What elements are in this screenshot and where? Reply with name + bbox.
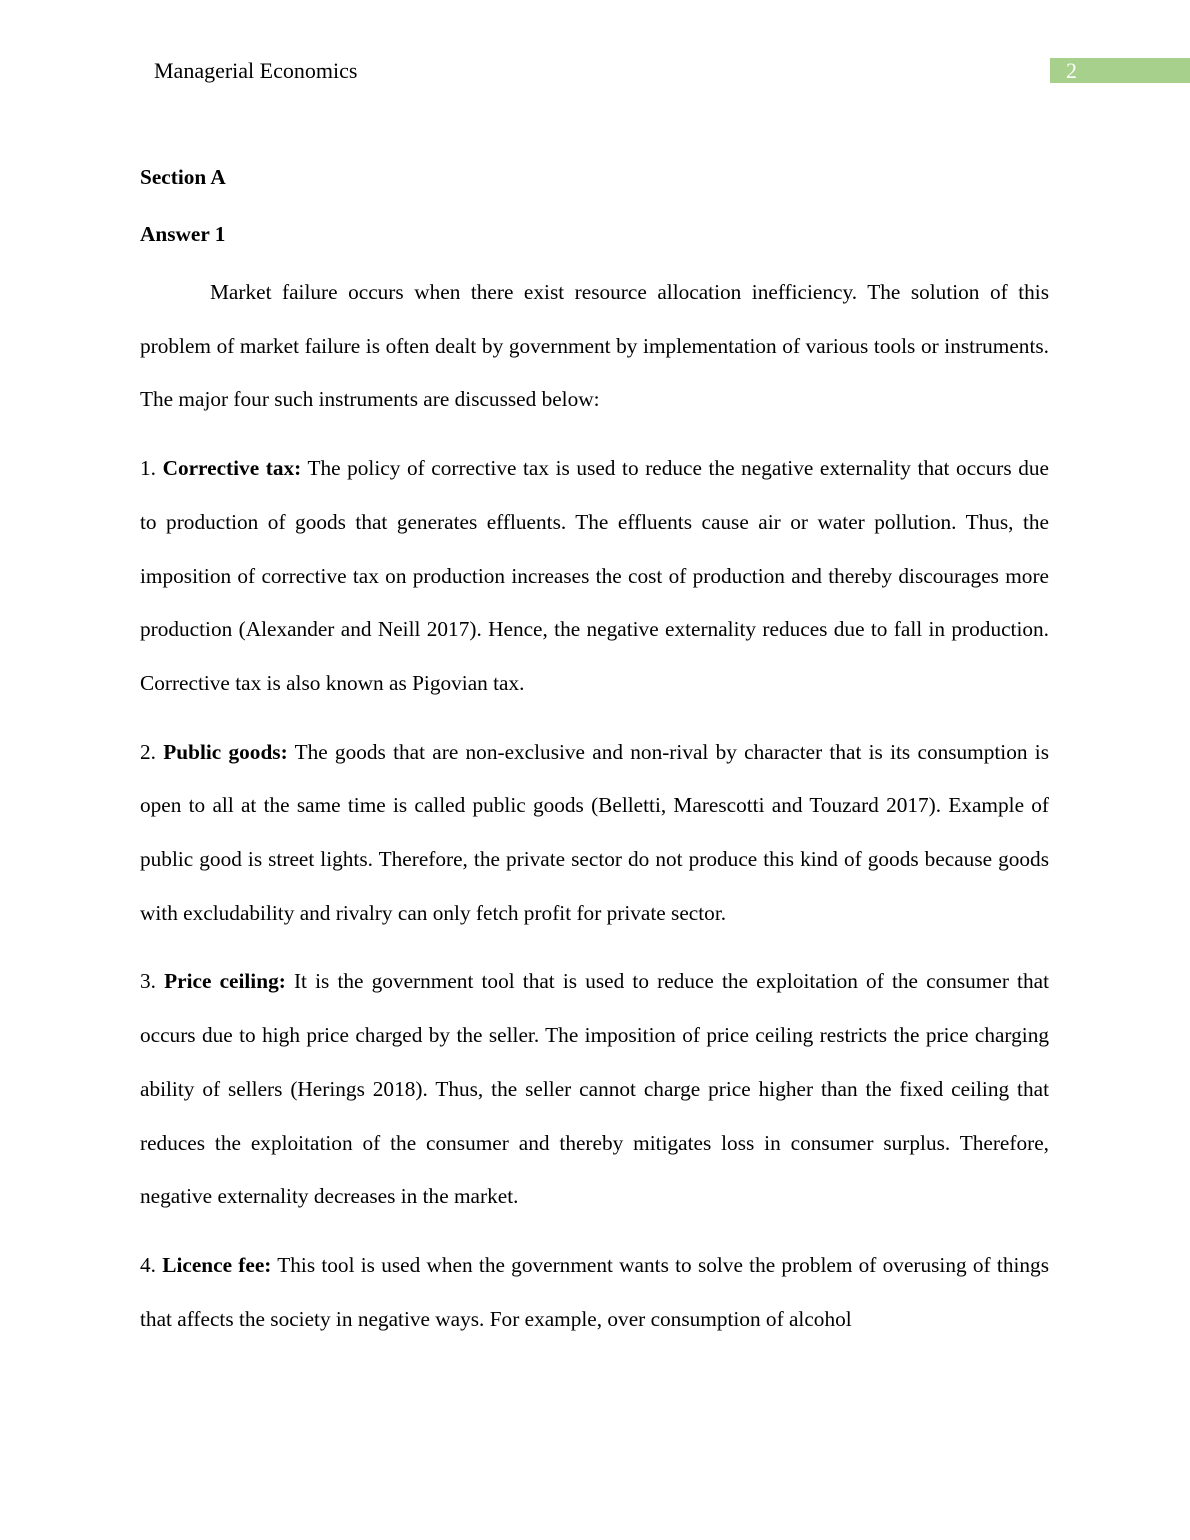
item-text: It is the government tool that is used to reduce the exploitation of the consumer that occurs due to high price charged by the seller. The imposition of price ceiling restricts the price charging ability of sellers (Herings 2018). Thus, the seller cannot charge price higher than the fixed ceiling that reduces the exploitation of the consumer and thereby mitigates loss in consumer surplus. Therefore, negative externality decreases in the market. <box>140 969 1049 1209</box>
list-item-price-ceiling <box>140 955 1049 1224</box>
item-number: 2. <box>140 739 156 764</box>
answer-heading: Answer 1 <box>140 222 226 246</box>
item-text: The policy of corrective tax is used to reduce the negative externality that occurs due to production of goods that generates effluents. The effluents cause air or water pollution. Thus, the imposition of corrective tax on production increases the cost of production and thereby discourages more production (Alexander and Neill 2017). Hence, the negative externality reduces due to fall in production. Corrective tax is also known as Pigovian tax. <box>140 456 1049 695</box>
item-text: The goods that are non-exclusive and non-rival by character that is its consumption is open to all at the same time is called public goods (Belletti, Marescotti and Touzard 2017). Example of public good is street lights. Therefore, the private sector do not produce this kind of goods because goods with excludability and rivalry can only fetch profit for private sector. <box>140 739 1049 925</box>
item-number: 1. <box>140 456 156 481</box>
document-body <box>140 161 1049 1361</box>
list-item-public-goods <box>140 726 1049 941</box>
list-item-licence-fee <box>140 1239 1049 1346</box>
page-number-badge: 2 <box>1050 58 1190 83</box>
item-term: Price ceiling: <box>164 969 286 994</box>
item-term: Corrective tax: <box>162 456 302 481</box>
item-text: This tool is used when the government wants to solve the problem of overusing of things that affects the society in negative ways. For example, over consumption of alcohol <box>140 1252 1049 1331</box>
item-number: 4. <box>140 1252 156 1277</box>
intro-paragraph: Market failure occurs when there exist resource allocation inefficiency. The solution of this problem of market failure is often dealt by government by implementation of various tools or instruments. The major four such instruments are discussed below: <box>140 280 1049 412</box>
item-term: Licence fee: <box>162 1252 272 1277</box>
item-term: Public goods: <box>163 739 288 764</box>
item-number: 3. <box>140 969 156 994</box>
section-heading: Section A <box>140 165 226 189</box>
list-item-corrective-tax <box>140 442 1049 711</box>
running-header-title: Managerial Economics <box>154 58 358 83</box>
